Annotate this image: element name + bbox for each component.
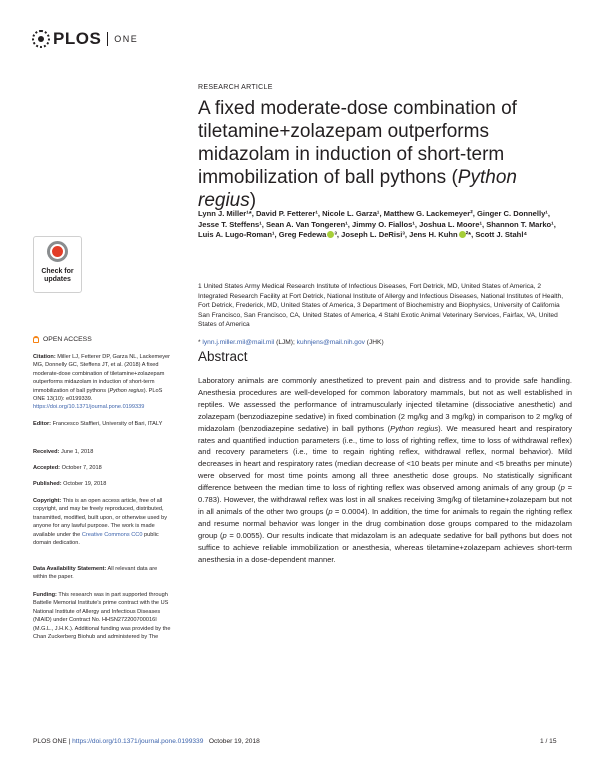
published-label: Published: xyxy=(33,481,62,487)
abstract-d: = 0.0004). In addition, the time for animals to regain the righting reflex and resume normal behavior was longer in the drug combination dose groups compared to the midazolam group ( xyxy=(198,506,572,540)
author-list xyxy=(198,209,568,241)
page-footer xyxy=(33,738,260,745)
received-block xyxy=(33,448,173,456)
editor-block xyxy=(33,420,173,428)
footer-journal: PLOS ONE xyxy=(33,738,67,745)
received-text: June 1, 2018 xyxy=(59,449,94,455)
citation-doi-link[interactable]: https://doi.org/10.1371/journal.pone.0199339 xyxy=(33,404,145,411)
open-lock-icon xyxy=(33,336,39,343)
funding-block xyxy=(33,591,173,641)
title-end: ) xyxy=(249,190,257,211)
abstract-c: = 0.783). However, the withdrawal reflex was lost in all snakes receiving 3mg/kg of tiletamine+zolazepam but not in all animals of the other two groups ( xyxy=(198,483,573,516)
accepted-text: October 7, 2018 xyxy=(60,465,102,471)
abstract-body xyxy=(198,375,572,566)
abstract-heading: Abstract xyxy=(198,349,248,364)
page-number: 1 / 15 xyxy=(540,738,557,745)
accepted-label: Accepted: xyxy=(33,465,61,471)
logo-brand: PLOS xyxy=(53,29,102,48)
abstract-a: Laboratory animals are commonly anesthetized to prevent pain and distress and to provide safe handling. Anesthesia procedures are well-developed for common laboratory mammals, but not as well established in reptiles. We assessed the performance of intramuscularly injected tiletamine (dissociative anesthetic) and zolazepam (benzodiazepine sedative) in fixed combination (2 mg/kg and 3 mg/kg) in comparison to 2 mg/kg of midazolam (benzodiazepine sedative) in ball pythons ( xyxy=(198,376,572,433)
funding-text: This research was in part supported through Battelle Memorial Institute's prime contract with the US National Institute of Allergy and Infectious Diseases (NIAID) under Contract No. HHSN272200700016I (M.G.L., J.H.K.). Additional funding was provided by the Chan Zuckerberg Biohub and administered by The xyxy=(33,592,171,641)
creative-commons-link[interactable]: Creative Commons CC0 xyxy=(81,531,143,538)
article-title xyxy=(198,97,568,212)
orcid-icon[interactable] xyxy=(459,231,466,238)
open-access-label: OPEN ACCESS xyxy=(43,336,92,343)
authors-part3: ²*, Scott J. Stahl⁴ xyxy=(465,230,528,240)
data-availability-text: All relevant data are within the paper. xyxy=(33,566,158,581)
citation-text-a: Miller LJ, Fetterer DP, Garza NL, Lackemeyer MG, Donnelly GC, Steffens JT, et al. (2018) A fixed moderate-dose combination of tiletamine+zolazepam outperforms midazolam in induction of short-term immobilization of ball pythons ( xyxy=(33,354,170,394)
accepted-block xyxy=(33,464,173,472)
funding-label: Funding: xyxy=(33,592,57,598)
copyright-text-a: This is an open access article, free of all copyright, and may be freely reproduced, distributed, transmitted, modified, built upon, or otherwise used by anyone for any lawful purpose. The work is made available under the xyxy=(33,498,168,538)
editor-label: Editor: xyxy=(33,421,52,427)
footer-doi-link[interactable]: https://doi.org/10.1371/journal.pone.0199339 xyxy=(72,738,204,745)
abstract-p-1: p xyxy=(560,483,565,493)
copyright-label: Copyright: xyxy=(33,498,62,504)
abstract-e: = 0.0055). Our results indicate that midazolam is an adequate sedative for ball pythons but does not suffice to achieve reliable immobilization or anesthesia, whereas tiletamine+zolazepam achieves short-term anesthesia in a dose-dependent manner. xyxy=(198,530,573,564)
plos-logo-icon xyxy=(32,30,50,48)
copyright-text-b: public domain dedication. xyxy=(33,531,159,547)
abstract-species: Python regius xyxy=(390,423,439,433)
footer-date: October 19, 2018 xyxy=(208,738,260,745)
crossmark-icon xyxy=(47,241,68,262)
citation-block xyxy=(33,353,173,412)
affiliations: 1 United States Army Medical Research Institute of Infectious Diseases, Fort Detrick, MD, United States of America, 2 Integrated Research Facility at Fort Detrick, National Institute of Allergy and Infectious Diseases, National Institutes of Health, Fort Detrick, Frederick, MD, United States of America, 3 Department of Biochemistry and Biophysics, University of California San Francisco, San Francisco, CA, United States of America, 4 Stahl Exotic Animal Veterinary Services, Fairfax, VA, United States of America xyxy=(198,283,564,329)
data-availability-label: Data Availability Statement: xyxy=(33,566,107,572)
open-access xyxy=(33,336,92,343)
published-block xyxy=(33,480,173,488)
check-for-updates-badge[interactable] xyxy=(33,236,82,293)
data-availability-block xyxy=(33,565,173,582)
authors-part1: Lynn J. Miller¹*, David P. Fetterer¹, Nicole L. Garza¹, Matthew G. Lackemeyer², Ginger C. Donnelly¹, Jesse T. Steffens¹, Sean A. Van Tongeren¹, Jimmy O. Fiallos¹, Joshua L. Moore¹, Shannon T. Marko¹, Luis A. Lugo-Roman¹, Greg Fedewa xyxy=(198,209,556,240)
logo-sub: ONE xyxy=(114,34,139,44)
check-updates-line1: Check for xyxy=(41,268,74,275)
abstract-p-3: p xyxy=(222,530,227,540)
corresp-who-1: (LJM); xyxy=(274,339,297,346)
check-updates-line2: updates xyxy=(44,276,71,283)
title-main: A fixed moderate-dose combination of tiletamine+zolazepam outperforms midazolam in induction of short-term immobilization of ball pythons ( xyxy=(198,98,517,188)
citation-species: Python regius xyxy=(109,387,144,394)
published-text: October 19, 2018 xyxy=(61,481,107,487)
received-label: Received: xyxy=(33,449,60,455)
footer-sep: | xyxy=(66,738,73,745)
abstract-p-2: p xyxy=(328,506,333,516)
copyright-block xyxy=(33,497,173,547)
corresp-who-2: (JHK) xyxy=(364,339,384,346)
journal-logo xyxy=(32,28,138,50)
corresponding-emails xyxy=(198,339,568,346)
section-label: RESEARCH ARTICLE xyxy=(198,84,273,91)
abstract-b: ). We measured heart and respiratory rates and quantified induction parameters (i.e., time to loss of righting reflex, time to loss of withdrawal reflex) and recovery parameters (i.e., time to regain righting reflex, withdrawal reflex, normal behavior). Mild decreases in heart and respiratory rates (median decrease of <10 beats per minute and <5 breaths per minute) were observed for most time points among all three anesthetic dose groups. No statistically significant difference between the median time to loss of righting reflex was observed among animals of any group ( xyxy=(198,423,572,493)
citation-text-b: ). PLoS ONE 13(10): e0199339. xyxy=(33,387,163,403)
email-link-2[interactable]: kuhnjens@mail.nih.gov xyxy=(296,339,365,346)
title-species: Python regius xyxy=(198,167,517,211)
logo-separator xyxy=(107,32,108,46)
authors-part2: ³, Joseph L. DeRisi³, Jens H. Kuhn xyxy=(334,230,458,240)
editor-text: Francesco Staffieri, University of Bari, ITALY xyxy=(51,421,163,427)
corresp-star: * xyxy=(198,339,203,346)
email-link-1[interactable]: lynn.j.miller.mil@mail.mil xyxy=(202,339,275,346)
citation-label: Citation: xyxy=(33,354,56,360)
